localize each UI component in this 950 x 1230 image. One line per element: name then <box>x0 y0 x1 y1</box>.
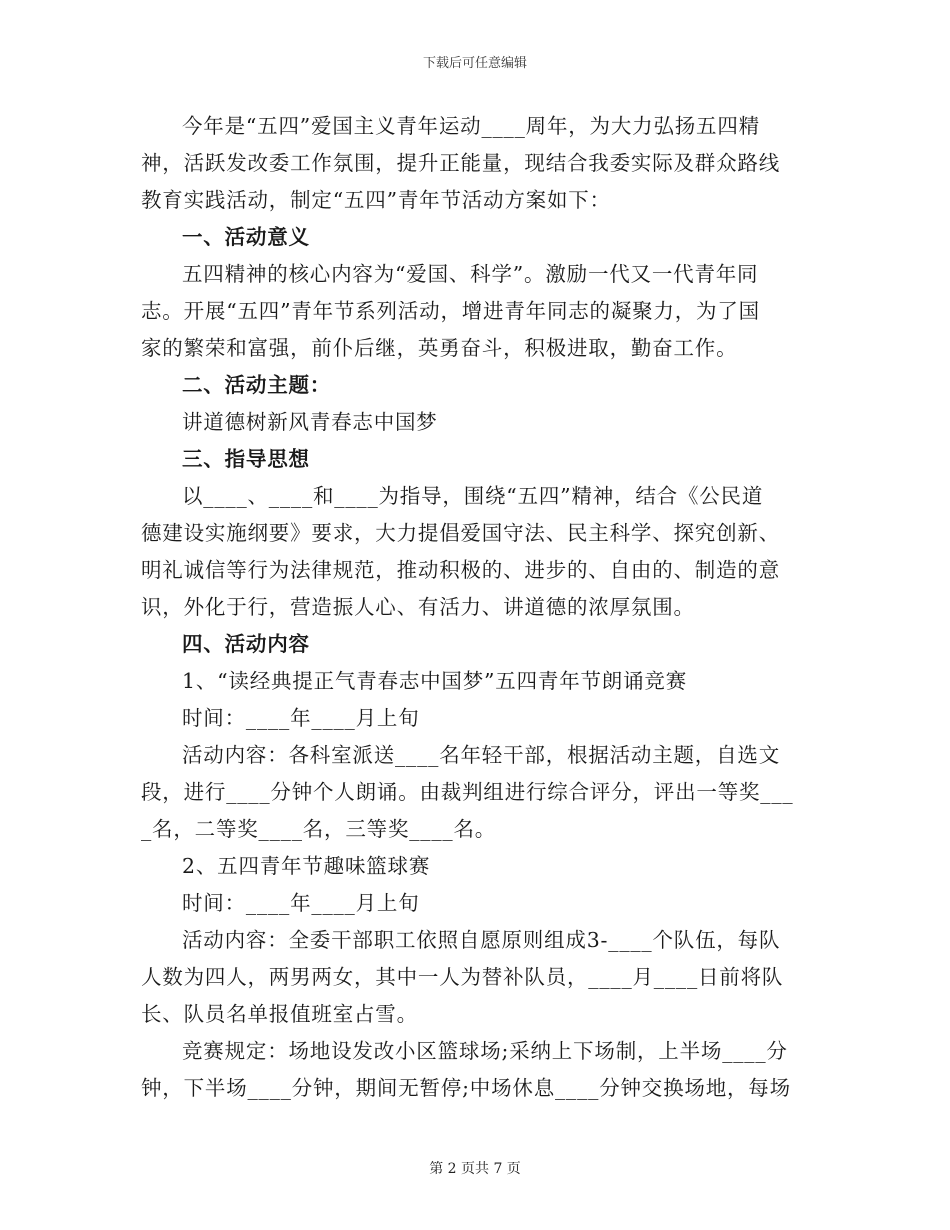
body-line: 明礼诚信等行为法律规范，推动积极的、进步的、自由的、制造的意 <box>141 558 780 582</box>
body-line: 段，进行____分钟个人朗诵。由裁判组进行综合评分，评出一等奖___ <box>141 780 794 804</box>
page-footer: 第 2 页共 7 页 <box>429 1161 521 1177</box>
body-line: 人数为四人，两男两女，其中一人为替补队员，____月____日前将队 <box>141 965 784 989</box>
section-heading: 一、活动意义 <box>182 225 310 249</box>
section-heading: 四、活动内容 <box>182 632 310 656</box>
section-heading: 二、活动主题： <box>182 373 332 397</box>
body-line: 德建设实施纲要》要求，大力提倡爱国守法、民主科学、探究创新、 <box>141 521 780 545</box>
body-line: 志。开展“五四”青年节系列活动，增进青年同志的凝聚力，为了国 <box>141 299 760 323</box>
body-line: 五四精神的核心内容为“爱国、科学”。激励一代又一代青年同 <box>182 262 759 286</box>
body-line: 长、队员名单报值班室占雪。 <box>141 1002 418 1026</box>
body-line: 活动内容：各科室派送____名年轻干部，根据活动主题，自选文 <box>182 743 780 767</box>
body-line: 家的繁荣和富强，前仆后继，英勇奋斗，积极进取，勤奋工作。 <box>141 336 738 360</box>
document-body <box>141 108 811 1107</box>
body-line: 讲道德树新风青春志中国梦 <box>182 410 438 434</box>
body-line: 教育实践活动，制定“五四”青年节活动方案如下： <box>141 188 611 212</box>
body-line: 竞赛规定：场地设发改小区篮球场;采纳上下场制，上半场____分 <box>182 1039 788 1063</box>
body-line: _名，二等奖____名，三等奖____名。 <box>141 817 497 841</box>
section-heading: 三、指导思想 <box>182 447 310 471</box>
body-line: 钟，下半场____分钟，期间无暂停;中场休息____分钟交换场地，每场 <box>141 1076 791 1100</box>
subsection-title: 2、五四青年节趣味篮球赛 <box>182 854 431 878</box>
body-line: 以____、____和____为指导，围绕“五四”精神，结合《公民道 <box>182 484 764 508</box>
body-line: 时间：____年____月上旬 <box>182 706 420 730</box>
body-line: 识，外化于行，营造振人心、有活力、讲道德的浓厚氛围。 <box>141 595 695 619</box>
body-line: 时间：____年____月上旬 <box>182 891 420 915</box>
page-header: 下载后可任意编辑 <box>422 56 527 71</box>
body-line: 今年是“五四”爱国主义青年运动____周年，为大力弘扬五四精 <box>182 114 760 138</box>
subsection-title: 1、“读经典提正气青春志中国梦”五四青年节朗诵竞赛 <box>182 669 688 693</box>
body-line: 活动内容：全委干部职工依照自愿原则组成3-____个队伍，每队 <box>182 928 781 952</box>
body-line: 神，活跃发改委工作氛围，提升正能量，现结合我委实际及群众路线 <box>141 151 780 175</box>
